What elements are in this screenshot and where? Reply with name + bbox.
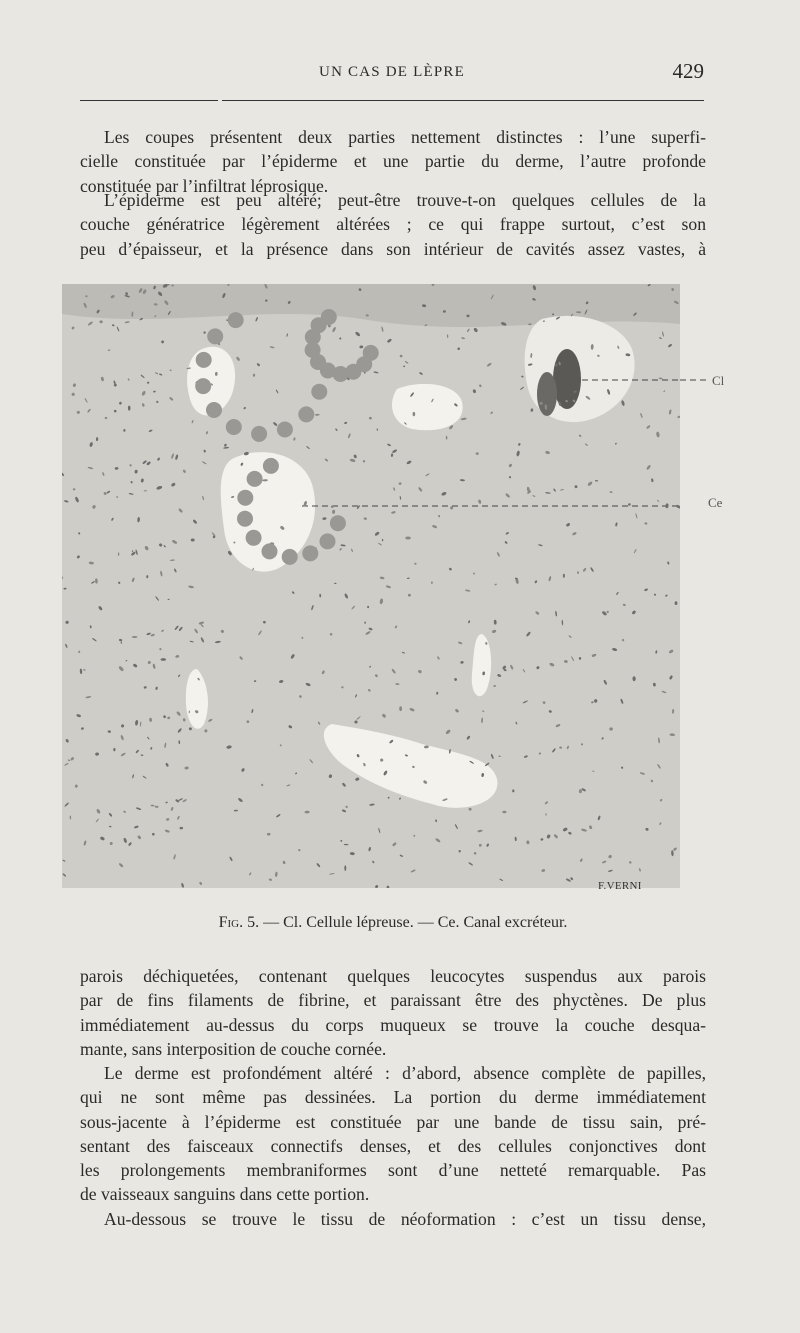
- round-cell: [330, 515, 346, 531]
- histology-figure: [62, 284, 680, 888]
- nucleus: [528, 323, 532, 325]
- caption-figure-number: Fig. 5.: [218, 914, 260, 931]
- text-line: peu d’épaisseur, et la présence dans son intérieur de cavités assez vastes, à: [80, 238, 706, 259]
- nucleus: [344, 865, 346, 871]
- paragraph-1: [80, 125, 706, 198]
- round-cell: [195, 378, 211, 394]
- nucleus: [128, 406, 131, 411]
- round-cell: [311, 384, 327, 400]
- text-line: L’épiderme est peu altéré; peut-être trouve-t-on quelques cellules de la: [104, 190, 706, 210]
- nucleus: [113, 748, 115, 751]
- artist-signature: F.VERNI: [598, 880, 642, 892]
- round-cell: [277, 422, 293, 438]
- round-cell: [247, 471, 263, 487]
- nucleus: [443, 310, 446, 312]
- text-line: Le derme est profondément altéré : d’abord, absence complète de papilles,: [104, 1063, 706, 1083]
- text-line: sentant des faisceaux connectifs denses, et des cellules conjonctives dont: [80, 1135, 706, 1156]
- figure-caption: [80, 914, 706, 932]
- round-cell: [237, 490, 253, 506]
- round-cell: [251, 426, 267, 442]
- round-cell: [263, 458, 279, 474]
- paragraph-3: [80, 964, 706, 1061]
- leprous-cell-cluster: [537, 372, 557, 416]
- text-line: couche génératrice légèrement altérées ; ce qui frappe surtout, c’est son: [80, 214, 706, 235]
- text-line: les prolongements membraniformes sont d’une netteté remarquable. Pas: [80, 1160, 706, 1181]
- text-line: qui ne sont même pas dessinées. La portion du derme immédiatement: [80, 1087, 706, 1108]
- nucleus: [545, 813, 546, 815]
- round-cell: [207, 328, 223, 344]
- round-cell: [282, 549, 298, 565]
- round-cell: [321, 309, 337, 325]
- page-header: [80, 59, 704, 88]
- text-line: de vaisseaux sanguins dans cette portion.: [80, 1184, 370, 1205]
- paragraph-5: [80, 1207, 706, 1231]
- caption-text: — Cl. Cellule lépreuse. — Ce. Canal excréteur.: [263, 914, 568, 931]
- header-rule-right: [222, 100, 704, 101]
- text-line: mante, sans interposition de couche cornée.: [80, 1038, 387, 1059]
- text-line: Les coupes présentent deux parties nettement distinctes : l’une superfi-: [104, 127, 706, 147]
- round-cell: [206, 402, 222, 418]
- pointer-extensions: [680, 373, 710, 503]
- round-cell: [237, 511, 253, 527]
- cavity: [392, 384, 463, 430]
- round-cell: [246, 530, 262, 546]
- leprous-cell-cluster: [553, 349, 581, 409]
- text-line: immédiatement au-dessus du corps muqueux se trouve la couche desqua-: [80, 1014, 706, 1035]
- text-line: par de fins filaments de fibrine, et paraissant être des phyctènes. De plus: [80, 990, 706, 1011]
- header-rule-left: [80, 100, 218, 101]
- round-cell: [228, 312, 244, 328]
- paragraph-2: [80, 188, 706, 261]
- page-number: 429: [672, 59, 704, 83]
- text-line: parois déchiquetées, contenant quelques leucocytes suspendus aux parois: [80, 966, 706, 986]
- histology-illustration: [62, 284, 680, 888]
- figure-label-ce: Ce: [708, 495, 723, 510]
- text-line: constituée par l’infiltrat léprosique.: [80, 175, 329, 196]
- nucleus: [400, 355, 403, 358]
- nucleus: [563, 574, 565, 578]
- text-line: sous-jacente à l’épiderme est constituée par une bande de tissu sain, pré-: [80, 1111, 706, 1132]
- paragraph-4: [80, 1061, 706, 1207]
- figure-label-cl: Cl: [712, 373, 725, 388]
- round-cell: [262, 543, 278, 559]
- text-line: Au-dessous se trouve le tissu de néoformation : c’est un tissu dense,: [104, 1209, 706, 1229]
- round-cell: [302, 545, 318, 561]
- nucleus: [161, 658, 167, 661]
- round-cell: [226, 419, 242, 435]
- round-cell: [320, 533, 336, 549]
- running-title: UN CAS DE LÈPRE: [319, 64, 465, 80]
- round-cell: [298, 406, 314, 422]
- round-cell: [196, 352, 212, 368]
- text-line: cielle constituée par l’épiderme et une partie du derme, l’autre profonde: [80, 151, 706, 172]
